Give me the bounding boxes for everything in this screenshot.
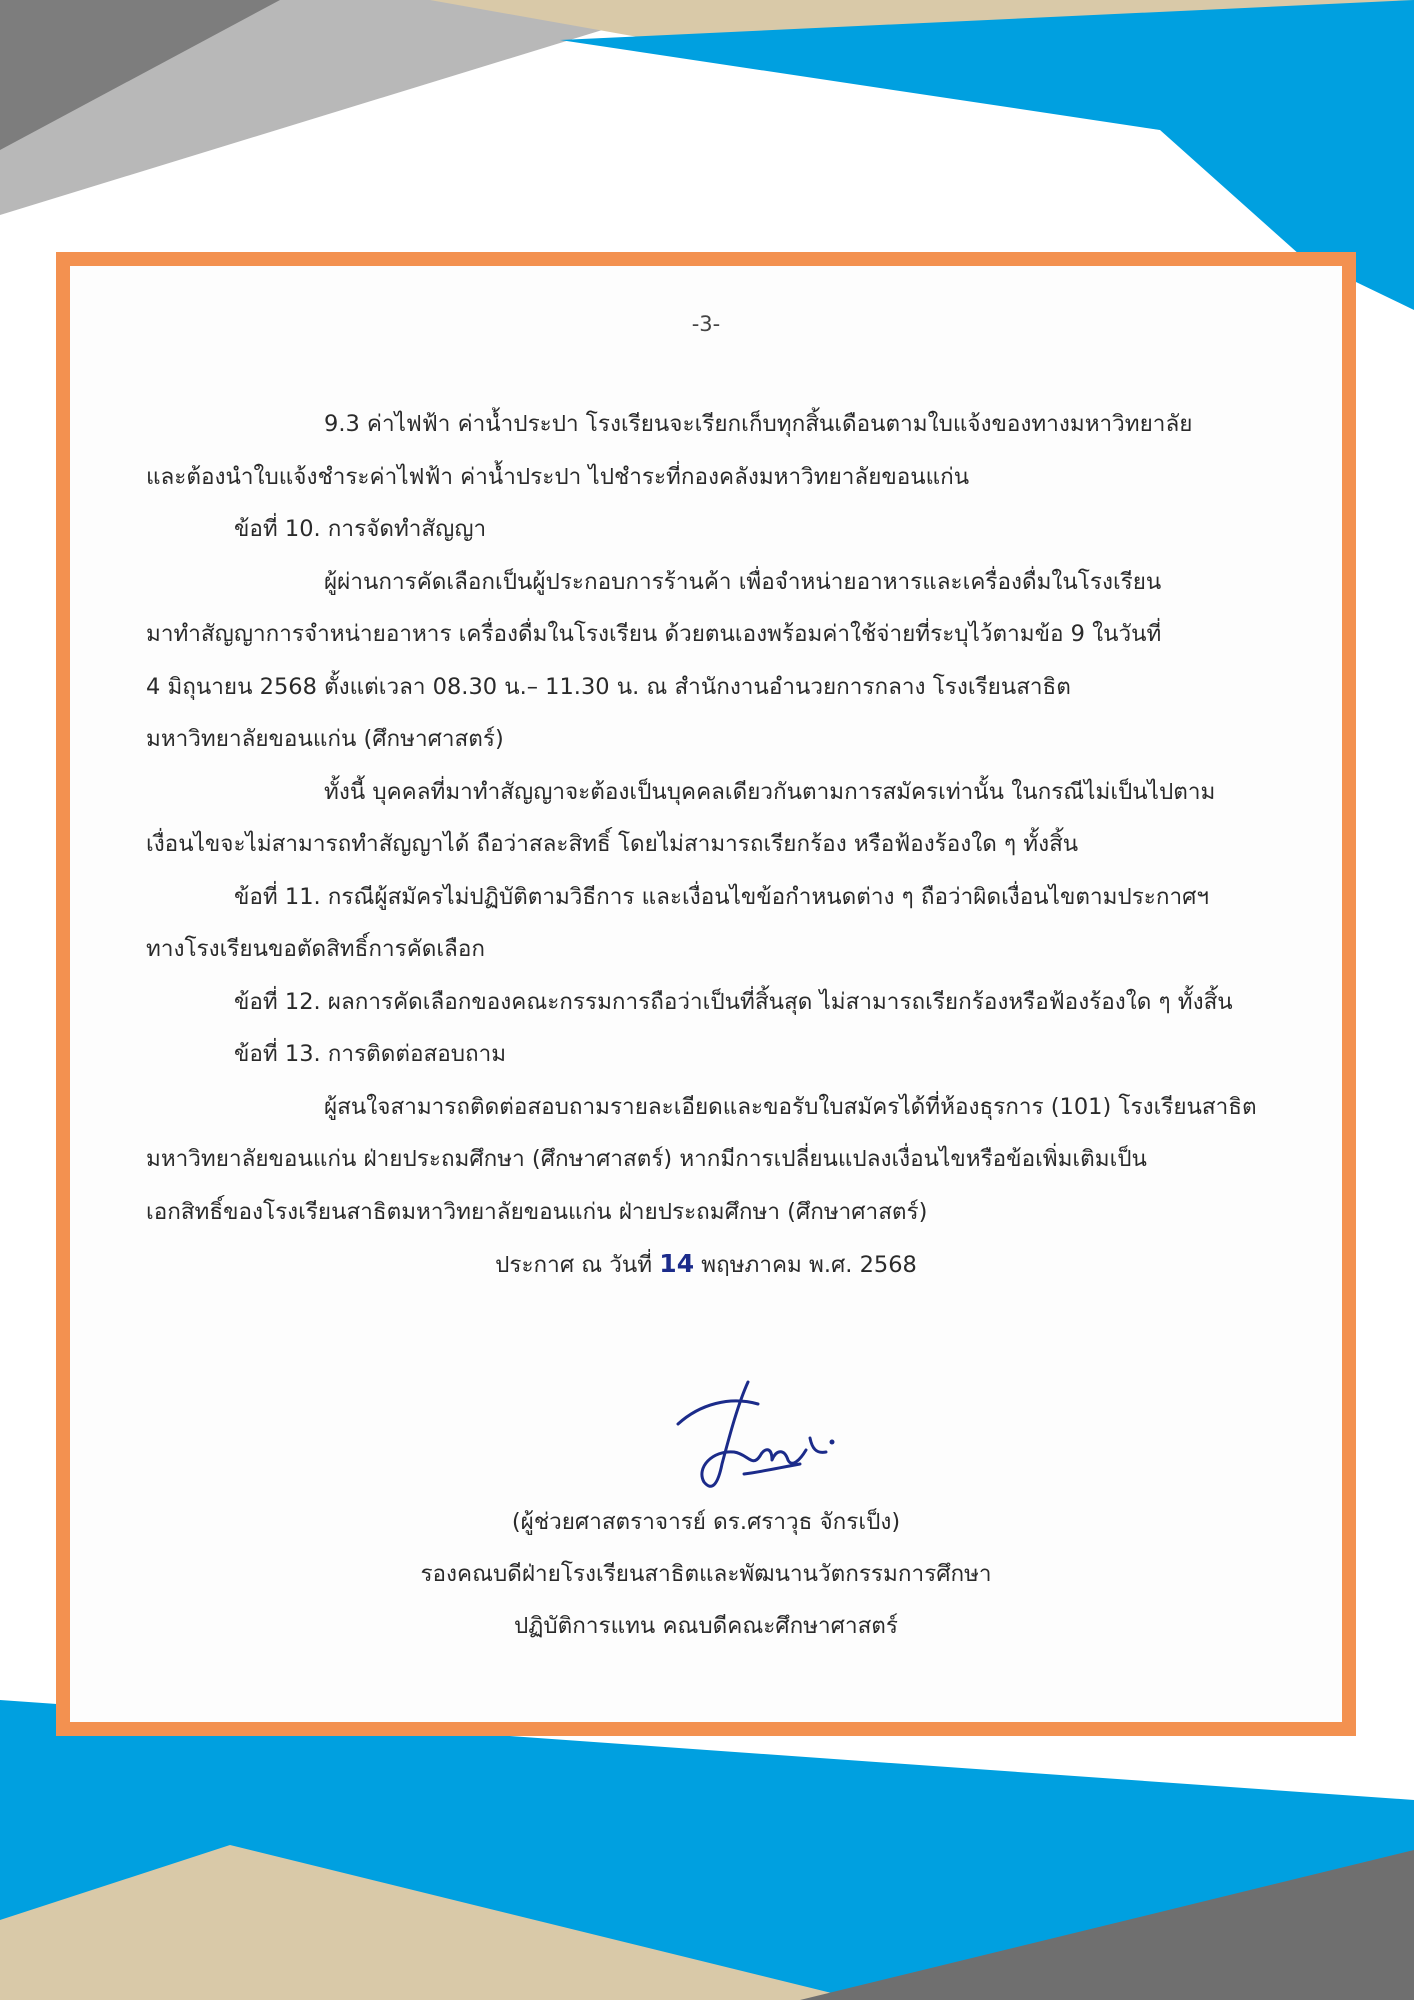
- text-line: 9.3 ค่าไฟฟ้า ค่าน้ำประปา โรงเรียนจะเรียกเก็บทุกสิ้นเดือนตามใบแจ้งของทางมหาวิทยาลัย: [324, 411, 1193, 437]
- clause-heading: ข้อที่ 13. การติดต่อสอบถาม: [234, 1041, 507, 1067]
- signature-icon: [660, 1364, 860, 1504]
- text-line: เอกสิทธิ์ของโรงเรียนสาธิตมหาวิทยาลัยขอนแก่น ฝ่ายประถมศึกษา (ศึกษาศาสตร์): [146, 1198, 928, 1225]
- signer-acting: ปฏิบัติการแทน คณบดีคณะศึกษาศาสตร์: [513, 1613, 899, 1639]
- text-line: ทั้งนี้ บุคคลที่มาทำสัญญาจะต้องเป็นบุคคลเดียวกันตามการสมัครเท่านั้น ในกรณีไม่เป็นไปตาม: [324, 778, 1216, 805]
- text-line: มาทำสัญญาการจำหน่ายอาหาร เครื่องดื่มในโรงเรียน ด้วยตนเองพร้อมค่าใช้จ่ายที่ระบุไว้ตามข้อ 9 ในวันที่: [146, 621, 1162, 647]
- text-line: ผู้ผ่านการคัดเลือกเป็นผู้ประกอบการร้านค้า เพื่อจำหน่ายอาหารและเครื่องดื่มในโรงเรียน: [324, 568, 1162, 595]
- signer-block: [70, 1496, 1342, 1652]
- signer-position: รองคณบดีฝ่ายโรงเรียนสาธิตและพัฒนานวัตกรรมการศึกษา: [420, 1561, 992, 1587]
- page-number: -3-: [691, 312, 721, 336]
- text-line: เงื่อนไขจะไม่สามารถทำสัญญาได้ ถือว่าสละสิทธิ์ โดยไม่สามารถเรียกร้อง หรือฟ้องร้องใด ๆ ทั้งสิ้น: [146, 831, 1079, 857]
- signer-name: (ผู้ช่วยศาสตราจารย์ ดร.ศราวุธ จักรเป็ง): [511, 1509, 901, 1535]
- date-day: 14: [659, 1249, 695, 1278]
- text-line: ผู้สนใจสามารถติดต่อสอบถามรายละเอียดและขอรับใบสมัครได้ที่ห้องธุรการ (101) โรงเรียนสาธิต: [324, 1093, 1257, 1120]
- document-body: [146, 398, 1294, 1238]
- clause-heading: ข้อที่ 11. กรณีผู้สมัครไม่ปฏิบัติตามวิธีการ และเงื่อนไขข้อกำหนดต่าง ๆ ถือว่าผิดเงื่อนไขตามประกาศฯ: [234, 883, 1210, 910]
- clause-heading: ข้อที่ 10. การจัดทำสัญญา: [234, 516, 487, 542]
- document-frame: [56, 252, 1356, 1736]
- text-line: และต้องนำใบแจ้งชำระค่าไฟฟ้า ค่าน้ำประปา ไปชำระที่กองคลังมหาวิทยาลัยขอนแก่น: [146, 463, 970, 490]
- date-suffix: พฤษภาคม พ.ศ. 2568: [701, 1252, 917, 1278]
- text-line: มหาวิทยาลัยขอนแก่น ฝ่ายประถมศึกษา (ศึกษาศาสตร์) หากมีการเปลี่ยนแปลงเงื่อนไขหรือข้อเพิ่มเติมเป็น: [146, 1146, 1147, 1172]
- announcement-date: [70, 1246, 1342, 1282]
- clause-heading: ข้อที่ 12. ผลการคัดเลือกของคณะกรรมการถือว่าเป็นที่สิ้นสุด ไม่สามารถเรียกร้องหรือฟ้องร้องใด ๆ ทั้งสิ้น: [234, 988, 1233, 1015]
- text-line: ทางโรงเรียนขอตัดสิทธิ์การคัดเลือก: [146, 936, 485, 962]
- text-line: มหาวิทยาลัยขอนแก่น (ศึกษาศาสตร์): [146, 726, 504, 752]
- date-prefix: ประกาศ ณ วันที่: [495, 1252, 653, 1278]
- document-page: [70, 266, 1342, 1722]
- text-line: 4 มิถุนายน 2568 ตั้งแต่เวลา 08.30 น.– 11.30 น. ณ สำนักงานอำนวยการกลาง โรงเรียนสาธิต: [146, 673, 1071, 700]
